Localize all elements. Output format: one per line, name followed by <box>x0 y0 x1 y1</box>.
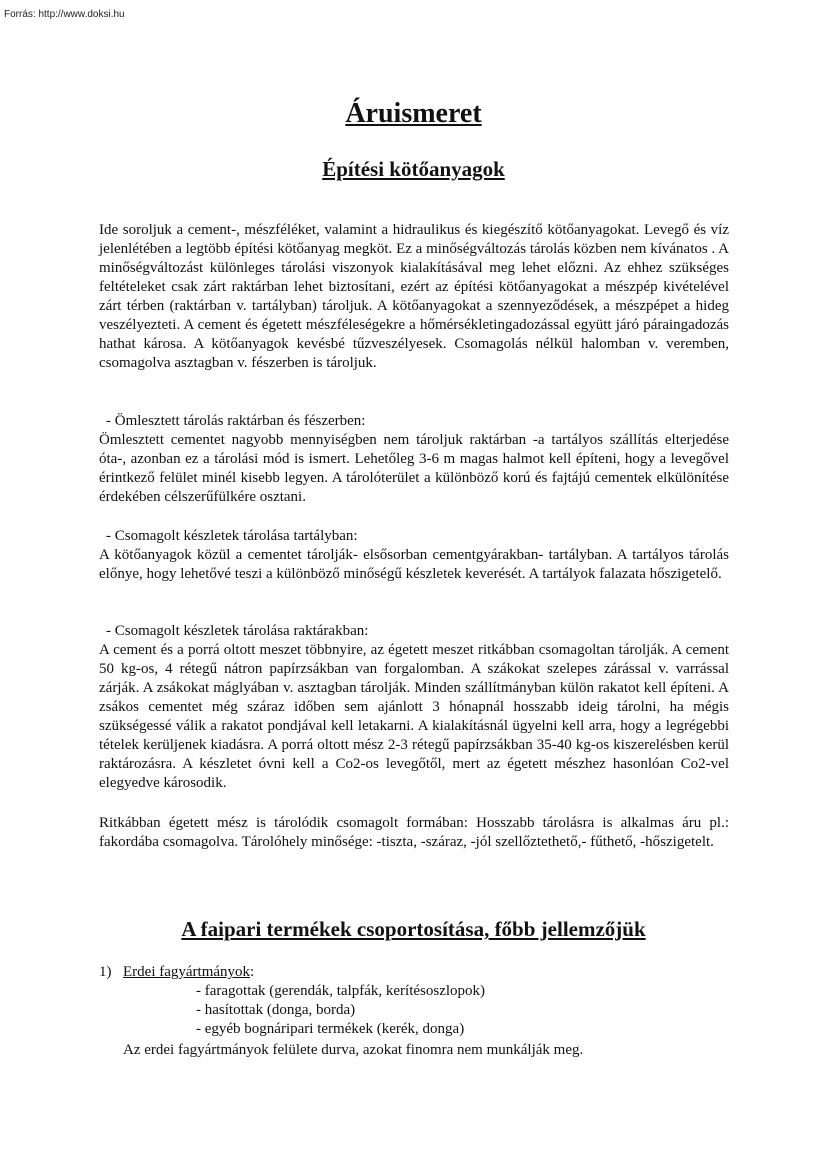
list-note: Az erdei fagyártmányok felülete durva, azokat finomra nem munkálják meg. <box>123 1042 584 1058</box>
list-item <box>99 963 254 982</box>
section-heading-warehouse-storage <box>99 622 368 641</box>
sub-list-item: - faragottak (gerendák, talpfák, kerítésoszlopok) <box>196 983 486 999</box>
section-heading-tank-storage <box>99 527 358 546</box>
warehouse-storage-paragraph: A cement és a porrá oltott meszet többnyire, az égetett meszet ritkábban csomagoltan tárolják. A cement 50 kg-os, 4 rétegű nátron papírzsákban van forgalomban. A szákokat szelepes zárással v. varrással zárják. A zsákokat máglyában v. asztagban tárolják. Minden szállítmányban külön rakatot kell építeni. A zsákos cementet még száraz időben sem ajánlott 3 hónapnál hosszabb ideig tárolni, ha mégis szükségessé válik a rakatot pondjával kell letakarni. A kialakításnál ügyelni kell arra, hogy a legrégebbi tételek kerüljenek kiadásra. A porrá oltott mész 2-3 rétegű papírzsákban 35-40 kg-os kiszerelésben kerül raktározásra. A készletet óvni kell a Co2-os levegőtől, mert az égetett mészhez hasonlóan Co2-vel elegyedve károsodik. <box>99 642 729 791</box>
tank-storage-paragraph: A kötőanyagok közül a cementet tárolják- elsősorban cementgyárakban- tartályban. A tartályos tárolás előnye, hogy lehetővé teszi a különböző minőségű készletek keverését. A tartályok falazata hőszigetelő. <box>99 547 729 582</box>
bulk-storage-paragraph: Ömlesztett cementet nagyobb mennyiségben nem tároljuk raktárban -a tartályos szállítás elterjedése óta-, azonban ez a tárolási mód is ismert. Lehetőleg 3-6 m magas halmot kell építeni, hogy a levegővel érintkező felület minél kisebb legyen. A tárolóterület a különböző korú és fajtájú cementek elkülönítése érdekében célszerűfülkére osztani. <box>99 432 729 505</box>
list-colon: : <box>250 964 255 980</box>
section-heading-text: - Csomagolt készletek tárolása tartályban: <box>106 528 358 544</box>
source-note: Forrás: http://www.doksi.hu <box>4 9 125 20</box>
lime-storage-paragraph: Ritkábban égetett mész is tárolódik csomagolt formában: Hosszabb tárolásra is alkalmas áru pl.: fakordába csomagolva. Tárolóhely minősége: -tiszta, -száraz, -jól szellőztethető,- fűthető, -hőszigetelt. <box>99 815 729 850</box>
sub-list-item: - hasítottak (donga, borda) <box>196 1002 356 1018</box>
list-number: 1) <box>99 964 112 980</box>
page-title: Áruismeret <box>345 98 482 129</box>
section-heading-text: - Csomagolt készletek tárolása raktárakban: <box>106 623 369 639</box>
section-heading-bulk-storage <box>99 412 365 431</box>
section-subtitle: Építési kötőanyagok <box>322 157 505 181</box>
sub-list-item: - egyéb bognáripari termékek (kerék, donga) <box>196 1021 465 1037</box>
list-label: Erdei fagyártmányok <box>123 964 251 980</box>
section-heading-text: - Ömlesztett tárolás raktárban és fészerben: <box>106 413 366 429</box>
intro-paragraph: Ide soroljuk a cement-, mészféléket, valamint a hidraulikus és kiegészítő kötőanyagokat. Levegő és víz jelenlétében a legtöbb építési kötőanyag megköt. Ez a minőségváltozás tárolás közben nem kívánatos . A minőségváltozást különleges tárolási viszonyok kialakításával meg lehet előzni. Az ehhez szükséges feltételeket csak zárt raktárban lehet biztosítani, ezért az építési kötőanyagokat a mészpép kivételével zárt térben (raktárban v. tartályban) tároljuk. A kötőanyagokat a szennyeződések, a mészpépet a hideg veszélyezteti. A cement és égetett mészféleségekre a hőmérsékletingadozással együtt járó páraingadozás hathat károsa. A kötőanyagok kevésbé tűzveszélyesek. Csomagolás nélkül halomban v. veremben, csomagolva asztagban v. fészerben is tároljuk. <box>99 222 729 371</box>
section2-title: A faipari termékek csoportosítása, főbb jellemzőjük <box>181 917 646 941</box>
